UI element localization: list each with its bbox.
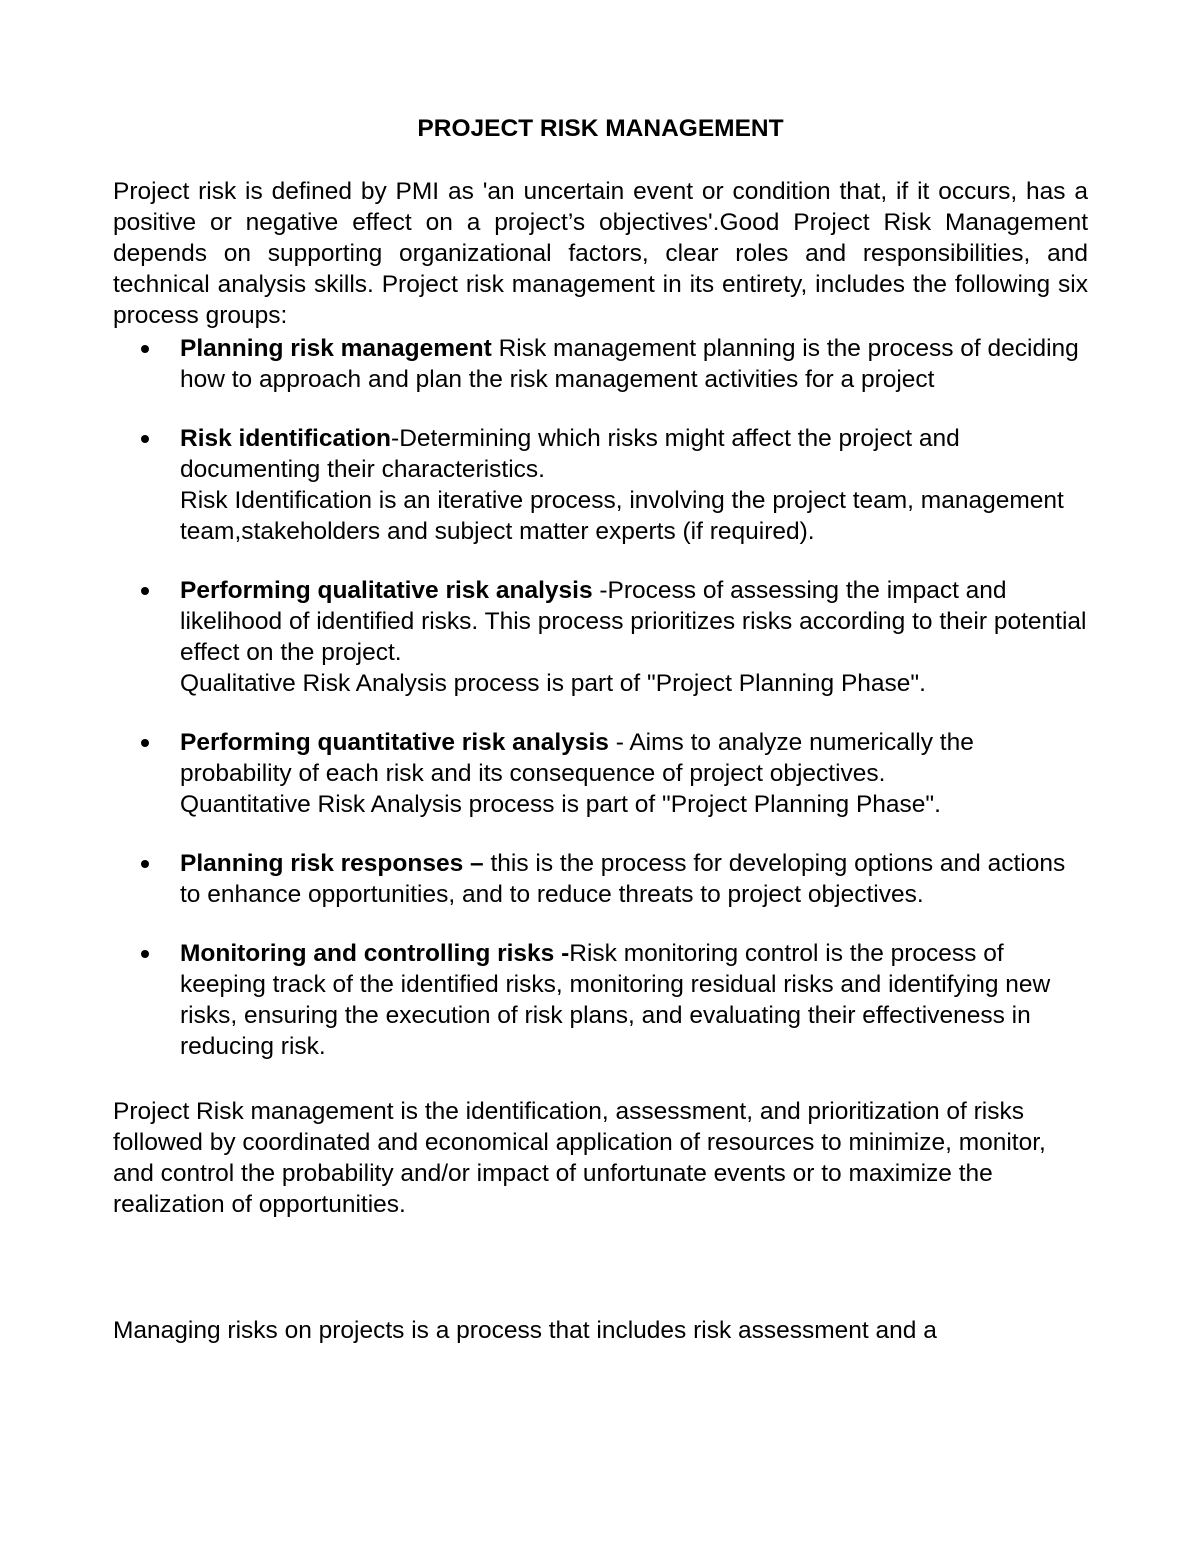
bullet-icon [141, 860, 149, 868]
process-term: Monitoring and controlling risks - [180, 940, 570, 967]
final-paragraph: Managing risks on projects is a process that includes risk assessment and a [113, 1317, 937, 1344]
process-term: Performing quantitative risk analysis [180, 729, 609, 756]
list-item [113, 848, 1088, 910]
list-item [113, 938, 1088, 1062]
bullet-icon [141, 950, 149, 958]
list-item [113, 333, 1088, 395]
process-description: Determining which risks might affect the project and documenting their characteristics. [180, 425, 960, 483]
list-item [113, 575, 1088, 699]
process-description: Risk monitoring control is the process of keeping track of the identified risks, monitoring residual risks and identifying new risks, ensuring the execution of risk plans, and evaluating their effectiveness in reducing risk. [180, 940, 1051, 1060]
process-group-list [113, 333, 1088, 1062]
process-term: Performing qualitative risk analysis [180, 577, 593, 604]
process-description: Process of assessing the impact and likelihood of identified risks. This process prioritizes risks according to their potential effect on the project. [180, 577, 1087, 666]
process-separator: - [608, 729, 630, 756]
process-description: this is the process for developing options and actions to enhance opportunities, and to reduce threats to project objectives. [180, 850, 1066, 908]
document-page [113, 112, 1088, 1346]
process-term: Risk identification [180, 425, 392, 452]
process-note: Quantitative Risk Analysis process is part of "Project Planning Phase". [180, 791, 941, 818]
process-separator [492, 335, 499, 362]
document-title: PROJECT RISK MANAGEMENT [417, 115, 784, 142]
list-item [113, 423, 1088, 547]
closing-paragraph: Project Risk management is the identification, assessment, and prioritization of risks followed by coordinated and economical application of resources to minimize, monitor, and control the probability and/or impact of unfortunate events or to maximize the realization of opportunities. [113, 1098, 1046, 1218]
process-separator: - [391, 425, 400, 452]
bullet-icon [141, 345, 149, 353]
process-description: Risk management planning is the process of deciding how to approach and plan the risk management activities for a project [180, 335, 1079, 393]
bullet-icon [141, 587, 149, 595]
intro-paragraph: Project risk is defined by PMI as 'an uncertain event or condition that, if it occurs, has a positive or negative effect on a project’s objectives'.Good Project Risk Management depends on supporting organizational factors, clear roles and responsibilities, and technical analysis skills. Project risk management in its entirety, includes the following six process groups: [113, 178, 1088, 329]
process-description: Aims to analyze numerically the probability of each risk and its consequence of project objectives. [180, 729, 974, 787]
process-note: Qualitative Risk Analysis process is part of "Project Planning Phase". [180, 670, 926, 697]
process-term: Planning risk responses – [180, 850, 484, 877]
bullet-icon [141, 739, 149, 747]
process-term: Planning risk management [180, 335, 492, 362]
process-note: Risk Identification is an iterative process, involving the project team, management team,stakeholders and subject matter experts (if required). [180, 487, 1064, 545]
list-item [113, 727, 1088, 820]
process-separator: - [592, 577, 608, 604]
bullet-icon [141, 435, 149, 443]
